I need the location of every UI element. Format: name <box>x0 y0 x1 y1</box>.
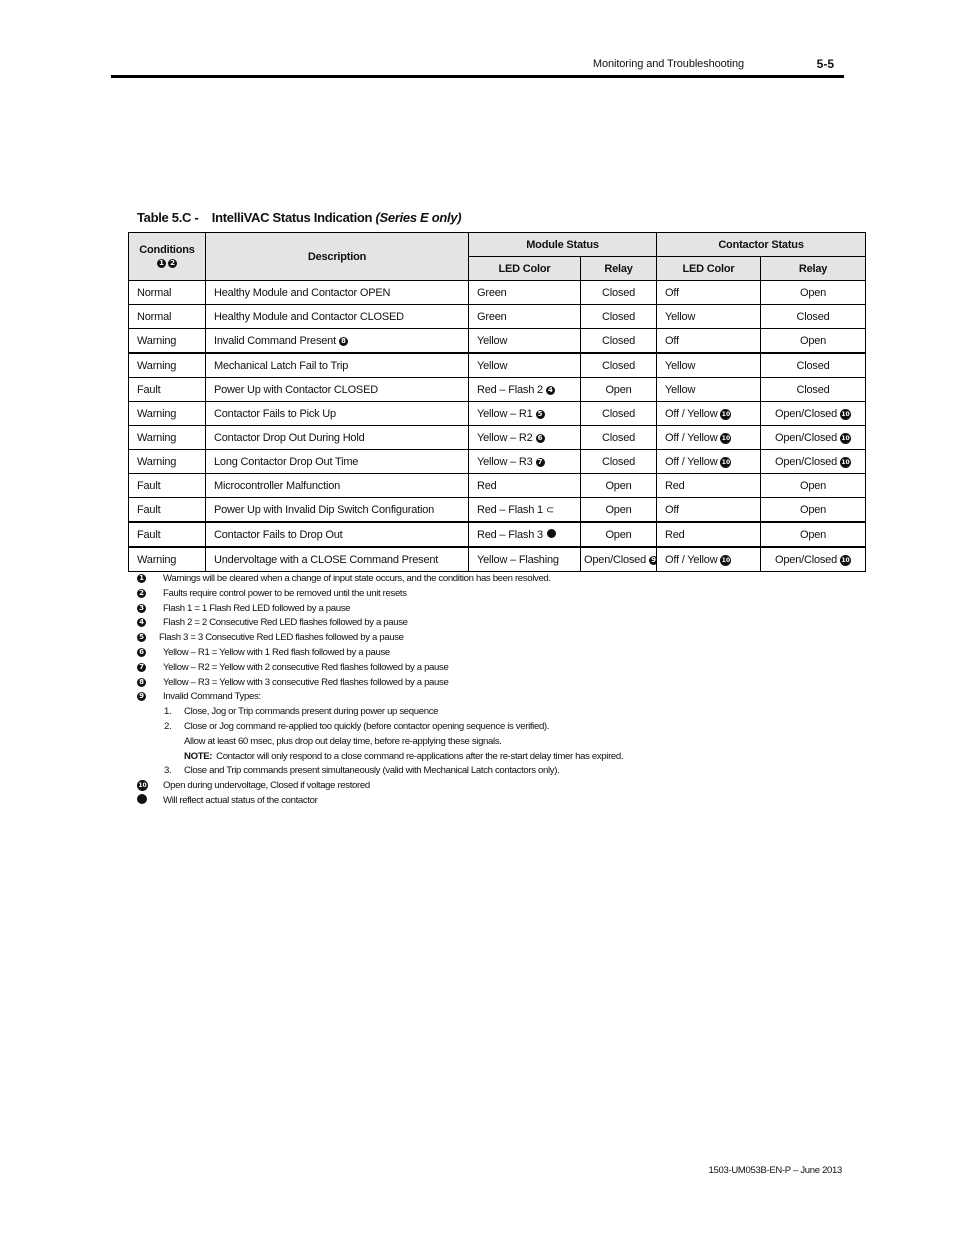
module-led-cell: Yellow – R2 6 <box>469 426 581 450</box>
conditions-header <box>129 233 206 281</box>
module-led-cell: Red – Flash 1 ⊂ <box>469 498 581 523</box>
footnote-10-icon: 10 <box>721 410 731 418</box>
footnote-1-icon: 1 <box>137 574 146 583</box>
footnote-text: Close and Trip commands present simultaneously (valid with Mechanical Latch contactors only). <box>184 765 560 777</box>
module-relay-cell: Closed <box>581 353 657 378</box>
condition-cell: Fault <box>129 498 206 523</box>
footnote-3-icon: 3 <box>137 604 146 613</box>
table-header-row <box>129 233 866 257</box>
condition-cell: Warning <box>129 450 206 474</box>
description-cell: Healthy Module and Contactor CLOSED <box>206 305 469 329</box>
module-relay-cell: Closed <box>581 329 657 354</box>
description-cell: Long Contactor Drop Out Time <box>206 450 469 474</box>
footnote-2-icon: 2 <box>137 589 146 598</box>
module-relay-cell: Open <box>581 522 657 547</box>
contactor-relay-header: Relay <box>761 257 866 281</box>
module-relay-cell: Open <box>581 378 657 402</box>
description-header: Description <box>206 233 469 281</box>
footnote-text: Allow at least 60 msec, plus drop out delay time, before re-applying these signals. <box>184 735 502 747</box>
footnote-item <box>137 587 837 602</box>
table-row <box>129 353 866 378</box>
bullet-dot-icon <box>547 529 556 538</box>
module-led-color-header: LED Color <box>469 257 581 281</box>
page-number: 5-5 <box>816 57 834 71</box>
footnote-10-icon: 10 <box>841 410 850 418</box>
description-cell: Mechanical Latch Fail to Trip <box>206 353 469 378</box>
status-table <box>128 232 866 572</box>
footnote-text: Yellow – R2 = Yellow with 2 consecutive Red flashes followed by a pause <box>163 661 449 673</box>
condition-cell: Warning <box>129 426 206 450</box>
description-cell: Microcontroller Malfunction <box>206 474 469 498</box>
module-led-cell: Red – Flash 3 <box>469 522 581 547</box>
subitem-number: 2. <box>164 720 172 732</box>
bullet-dot-icon <box>137 794 147 804</box>
contactor-relay-cell: Closed <box>761 305 866 329</box>
footnote-text: Open during undervoltage, Closed if voltage restored <box>163 780 370 792</box>
condition-cell: Normal <box>129 305 206 329</box>
contactor-relay-cell: Closed <box>761 378 866 402</box>
module-led-cell: Yellow – Flashing <box>469 547 581 572</box>
publication-footer: 1503-UM053B-EN-P – June 2013 <box>708 1165 842 1176</box>
module-led-cell: Green <box>469 305 581 329</box>
footnote-text: Yellow – R3 = Yellow with 3 consecutive Red flashes followed by a pause <box>163 676 449 688</box>
footnote-item <box>137 794 837 809</box>
note-label: NOTE: <box>184 750 213 762</box>
contactor-led-color-header: LED Color <box>657 257 761 281</box>
module-relay-cell: Closed <box>581 402 657 426</box>
footnote-5-icon: 5 <box>536 410 545 419</box>
module-relay-cell: Open <box>581 498 657 523</box>
module-led-cell: Yellow <box>469 353 581 378</box>
contactor-led-cell: Off <box>657 498 761 523</box>
table-title: IntelliVAC Status Indication <box>211 210 373 225</box>
footnote-item <box>137 631 837 646</box>
footnote-text: Invalid Command Types: <box>163 691 261 703</box>
module-relay-cell: Open <box>581 474 657 498</box>
footnote-10-icon: 10 <box>721 458 731 466</box>
contactor-led-cell: Off / Yellow 10 <box>657 426 761 450</box>
condition-cell: Warning <box>129 402 206 426</box>
footnote-subitem <box>137 720 837 735</box>
footnote-item <box>137 661 837 676</box>
table-subtitle: (Series E only) <box>375 210 462 225</box>
description-cell: Contactor Drop Out During Hold <box>206 426 469 450</box>
description-cell: Power Up with Contactor CLOSED <box>206 378 469 402</box>
subitem-number: 1. <box>164 706 172 718</box>
footnote-7-icon: 7 <box>137 663 146 672</box>
footnote-item <box>137 602 837 617</box>
condition-cell: Warning <box>129 329 206 354</box>
footnote-text: Yellow – R1 = Yellow with 1 Red flash followed by a pause <box>163 646 390 658</box>
contactor-relay-cell: Open/Closed 10 <box>761 426 866 450</box>
description-cell: Healthy Module and Contactor OPEN <box>206 281 469 305</box>
footnote-10-icon: 10 <box>841 434 850 442</box>
footnote-text: Will reflect actual status of the contactor <box>163 794 318 806</box>
footnote-note <box>137 750 837 765</box>
table-row <box>129 378 866 402</box>
footnote-item <box>137 572 837 587</box>
condition-cell: Fault <box>129 378 206 402</box>
table-row <box>129 426 866 450</box>
table-row <box>129 329 866 354</box>
table-row <box>129 522 866 547</box>
footnote-3-icon: ⊂ <box>545 504 555 516</box>
conditions-header-marks <box>137 257 197 269</box>
section-title: Monitoring and Troubleshooting <box>592 58 744 70</box>
description-cell: Invalid Command Present 8 <box>206 329 469 354</box>
footnote-continuation <box>137 735 837 750</box>
table-row <box>129 474 866 498</box>
condition-cell: Warning <box>129 353 206 378</box>
description-cell: Contactor Fails to Drop Out <box>206 522 469 547</box>
table-row <box>129 547 866 572</box>
footnote-text: Flash 1 = 1 Flash Red LED followed by a pause <box>163 602 351 614</box>
module-led-cell: Red <box>469 474 581 498</box>
module-led-cell: Yellow – R3 7 <box>469 450 581 474</box>
footnote-text: Close, Jog or Trip commands present during power up sequence <box>184 706 439 718</box>
footnote-text: Warnings will be cleared when a change of input state occurs, and the condition has been resolved. <box>163 573 551 584</box>
footnote-text: Close or Jog command re-applied too quickly (before contactor opening sequence is verified). <box>184 720 550 732</box>
contactor-led-cell: Yellow <box>657 378 761 402</box>
contactor-relay-cell: Open <box>761 474 866 498</box>
contactor-led-cell: Off <box>657 329 761 354</box>
footnote-subitem <box>137 705 837 720</box>
footnote-5-icon: 5 <box>137 633 146 642</box>
module-status-header: Module Status <box>469 233 657 257</box>
contactor-led-cell: Off / Yellow 10 <box>657 450 761 474</box>
table-caption <box>137 210 461 225</box>
contactor-relay-cell: Open <box>761 329 866 354</box>
contactor-led-cell: Off / Yellow 10 <box>657 547 761 572</box>
footnote-8-icon: 8 <box>339 337 348 346</box>
contactor-led-cell: Off <box>657 281 761 305</box>
module-led-cell: Yellow – R1 5 <box>469 402 581 426</box>
condition-cell: Normal <box>129 281 206 305</box>
footnote-4-icon: 4 <box>137 618 146 627</box>
header-rule <box>111 75 844 78</box>
table-number: Table 5.C - <box>137 210 199 225</box>
contactor-led-cell: Red <box>657 522 761 547</box>
footnote-8-icon: 8 <box>137 678 146 687</box>
module-relay-cell: Closed <box>581 450 657 474</box>
contactor-relay-cell: Open <box>761 522 866 547</box>
condition-cell: Warning <box>129 547 206 572</box>
module-relay-cell: Closed <box>581 426 657 450</box>
contactor-led-cell: Yellow <box>657 305 761 329</box>
table-row <box>129 498 866 523</box>
footnote-10-icon: 10 <box>721 434 731 442</box>
description-cell: Undervoltage with a CLOSE Command Present <box>206 547 469 572</box>
table-row <box>129 402 866 426</box>
contactor-relay-cell: Open/Closed 10 <box>761 547 866 572</box>
footnote-1-icon: 1 <box>157 259 166 268</box>
module-relay-cell: Closed <box>581 305 657 329</box>
footnote-item <box>137 690 837 705</box>
footnote-9-icon: 9 <box>649 556 657 565</box>
footnote-item <box>137 779 837 794</box>
contactor-led-cell: Red <box>657 474 761 498</box>
module-led-cell: Red – Flash 2 4 <box>469 378 581 402</box>
footnote-item <box>137 676 837 691</box>
footnote-4-icon: 4 <box>546 386 555 395</box>
footnotes <box>137 572 837 809</box>
footnote-6-icon: 6 <box>137 648 146 657</box>
condition-cell: Fault <box>129 522 206 547</box>
conditions-header-label: Conditions <box>139 244 195 256</box>
table-row <box>129 281 866 305</box>
footnote-6-icon: 6 <box>536 434 545 443</box>
contactor-relay-cell: Open <box>761 498 866 523</box>
footnote-2-icon: 2 <box>168 259 177 268</box>
footnote-7-icon: 7 <box>536 458 545 467</box>
footnote-10-icon: 10 <box>841 556 850 564</box>
footnote-10-icon: 10 <box>841 458 850 466</box>
subitem-number: 3. <box>164 765 172 777</box>
contactor-status-header: Contactor Status <box>657 233 866 257</box>
footnote-9-icon: 9 <box>137 692 146 701</box>
footnote-text: Flash 3 = 3 Consecutive Red LED flashes followed by a pause <box>159 632 404 644</box>
module-relay-header: Relay <box>581 257 657 281</box>
footnote-item <box>137 616 837 631</box>
footnote-subitem <box>137 764 837 779</box>
contactor-led-cell: Yellow <box>657 353 761 378</box>
description-cell: Power Up with Invalid Dip Switch Configuration <box>206 498 469 523</box>
module-led-cell: Yellow <box>469 329 581 354</box>
module-led-cell: Green <box>469 281 581 305</box>
description-cell: Contactor Fails to Pick Up <box>206 402 469 426</box>
contactor-relay-cell: Closed <box>761 353 866 378</box>
contactor-relay-cell: Open/Closed 10 <box>761 450 866 474</box>
footnote-text: NOTE: Contactor will only respond to a close command re-applications after the re-start delay timer has expired. <box>184 750 624 762</box>
module-relay-cell: Closed <box>581 281 657 305</box>
footnote-10-icon: 10 <box>138 782 147 790</box>
table-row <box>129 305 866 329</box>
contactor-relay-cell: Open/Closed 10 <box>761 402 866 426</box>
footnote-text: Flash 2 = 2 Consecutive Red LED flashes followed by a pause <box>163 617 408 629</box>
footnote-10-icon: 10 <box>721 556 731 564</box>
table-body <box>129 281 866 572</box>
module-relay-cell: Open/Closed 9 <box>581 547 657 572</box>
table-row <box>129 450 866 474</box>
footnote-item <box>137 646 837 661</box>
footnote-text: Faults require control power to be removed until the unit resets <box>163 587 407 599</box>
contactor-led-cell: Off / Yellow 10 <box>657 402 761 426</box>
condition-cell: Fault <box>129 474 206 498</box>
contactor-relay-cell: Open <box>761 281 866 305</box>
